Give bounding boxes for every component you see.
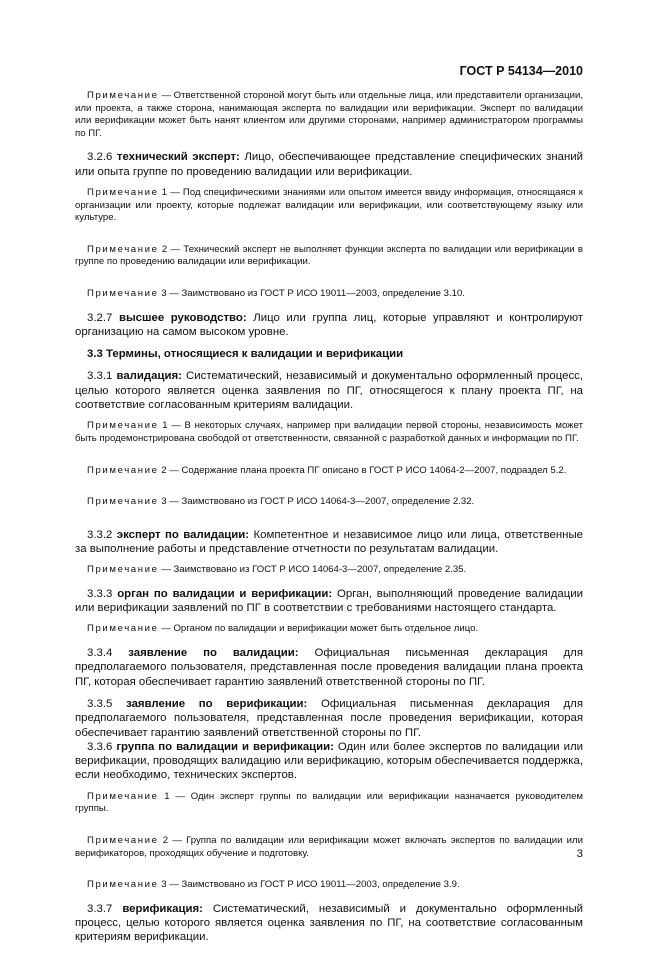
term-definition (75, 646, 583, 689)
note-label: Примечание (87, 496, 159, 508)
term-definition (75, 902, 583, 945)
note (75, 288, 583, 301)
note-label: Примечание (87, 879, 159, 891)
definition-text: Официальная письменная декларация для предполагаемого пользователя, представленная после проведения верификации, которая обеспечивает гарантию заявлений ответственной стороны по ПГ. (75, 697, 583, 739)
note (75, 564, 583, 577)
term: высшее руководство: (118, 311, 247, 324)
clause-number: 3.3.2 (87, 528, 113, 541)
definition-text: Орган, выполняющий проведение валидации или верификации заявлений по ПГ в соответствии с требованиями настоящего стандарта. (75, 587, 583, 615)
note-text: — В некоторых случаях, например при валидации первой стороны, независимость может быть продемонстрирована свободой от ответственности, связанной с разработкой данных и информации по ПГ. (75, 420, 584, 444)
document-id: ГОСТ Р 54134—2010 (459, 64, 583, 78)
note-label: Примечание (87, 420, 159, 432)
note-number: 1 (164, 790, 170, 802)
note-text: — Содержание плана проекта ПГ описано в ГОСТ Р ИСО 14064-2—2007, подраздел 5.2. (169, 464, 567, 476)
term-definition (75, 528, 583, 557)
term: эксперт по валидации: (116, 528, 250, 541)
note-number: 1 (161, 186, 168, 198)
term: группа по валидации и верификации: (116, 740, 334, 753)
note-text: — Технический эксперт не выполняет функции эксперта по валидации или верификации в группе по проведению валидации или верификации. (75, 243, 583, 268)
term-definition (75, 369, 583, 412)
clause-number: 3.3.1 (87, 370, 113, 383)
definition-text: Лицо или группа лиц, которые управляют и контролируют организацию на самом высоком уровне. (75, 311, 583, 338)
note-text: — Под специфическими знаниями или опытом имеется ввиду информация, относящаяся к организации или проекту, которые подлежат валидации или верификации, или соответствующему языку или культуре. (75, 186, 583, 224)
note-label: Примечание (87, 243, 159, 255)
note-number: 2 (161, 243, 168, 255)
term: заявление по верификации: (126, 697, 308, 710)
note-text: — Заимствовано из ГОСТ Р ИСО 14064-3—2007, определение 2.35. (161, 564, 467, 576)
note (75, 496, 583, 509)
note-label: Примечание (87, 834, 159, 846)
term: валидация: (116, 370, 182, 383)
term-definition (75, 697, 583, 740)
note (75, 90, 583, 140)
clause-number: 3.2.6 (87, 151, 113, 164)
definition-text: Один или более экспертов по валидации или верификации, проводящих валидацию или верификацию, которым обеспечивается поддержка, если необходимо, технических экспертов. (75, 740, 583, 782)
clause-number: 3.3.4 (87, 647, 113, 660)
note-text: — Группа по валидации или верификации может включать экспертов по валидации или верификаторов, проходящих обучение и подготовку. (75, 834, 583, 859)
note-label: Примечание (87, 564, 159, 576)
term-definition (75, 311, 583, 340)
definition-text: Лицо, обеспечивающее представление специфических знаний или опыта группе по проведению валидации или верификации. (75, 151, 583, 178)
note-text: — Ответственной стороной могут быть или отдельные лица, или представители организации, или проекта, а также сторона, нанимающая эксперта по валидации или верификации. Эксперт по валидации или верификации может быть нанят клиентом или другими сторонами, например администратором программы по ПГ. (75, 90, 584, 139)
note (75, 623, 583, 636)
note-label: Примечание (87, 186, 159, 198)
note-number: 2 (162, 834, 169, 846)
note-label: Примечание (87, 90, 159, 101)
definition-text: Официальная письменная декларация для предполагаемого пользователя, представленная после проведения валидации плана проекта ПГ, которая обеспечивает гарантию заявлений ответственной стороны по ПГ. (75, 647, 583, 688)
definition-text: Систематический, независимый и документально оформленный процесс, целью которого является оценка заявления по ПГ, относящегося к плану проекта ПГ, на соответствие согласованным критериям валидации. (75, 370, 583, 412)
term: верификация: (122, 902, 203, 915)
note-text: — Заимствовано из ГОСТ Р ИСО 19011—2003, определение 3.9. (169, 879, 460, 891)
definition-text: Компетентное и независимое лицо или лица, ответственные за выполнение работы и представление отчетности по результатам валидации. (75, 528, 583, 555)
note (75, 835, 583, 860)
note-text: — Органом по валидации и верификации может быть отдельное лицо. (161, 623, 479, 635)
note (75, 187, 583, 225)
note-label: Примечание (87, 287, 159, 299)
term-definition (75, 150, 583, 179)
clause-number: 3.3.6 (87, 740, 113, 753)
note (75, 420, 583, 445)
page-number: 3 (576, 848, 583, 860)
note-number: 3 (161, 879, 167, 891)
term-definition (75, 740, 583, 783)
note-number: 3 (161, 287, 167, 299)
clause-number: 3.3.3 (87, 587, 113, 600)
clause-number: 3.2.7 (87, 311, 113, 324)
note-text: — Заимствовано из ГОСТ Р ИСО 14064-3—2007, определение 2.32. (169, 496, 475, 508)
note (75, 879, 583, 892)
note (75, 465, 583, 478)
note-text: — Один эксперт группы по валидации или верификации назначается руководителем группы. (75, 790, 584, 815)
note-label: Примечание (87, 790, 159, 802)
term: орган по валидации и верификации: (117, 587, 333, 600)
note-number: 1 (162, 420, 168, 432)
note-text: — Заимствовано из ГОСТ Р ИСО 19011—2003, определение 3.10. (169, 287, 465, 299)
note-number: 3 (161, 496, 167, 508)
definition-text: Систематический, независимый и документально оформленный процесс, целью которого является оценка заявления по ПГ, на соответствие согласованным критериям верификации. (75, 902, 583, 944)
note (75, 244, 583, 269)
clause-number: 3.3.5 (87, 697, 113, 710)
section-heading: 3.3 Термины, относящиеся к валидации и верификации (87, 348, 404, 361)
term-definition (75, 587, 583, 616)
term: технический эксперт: (116, 151, 240, 164)
note-number: 2 (161, 464, 167, 476)
note-label: Примечание (87, 464, 159, 476)
note-label: Примечание (87, 623, 159, 635)
note (75, 791, 583, 816)
term: заявление по валидации: (128, 647, 299, 660)
clause-number: 3.3.7 (87, 902, 113, 915)
document-body (75, 90, 583, 953)
